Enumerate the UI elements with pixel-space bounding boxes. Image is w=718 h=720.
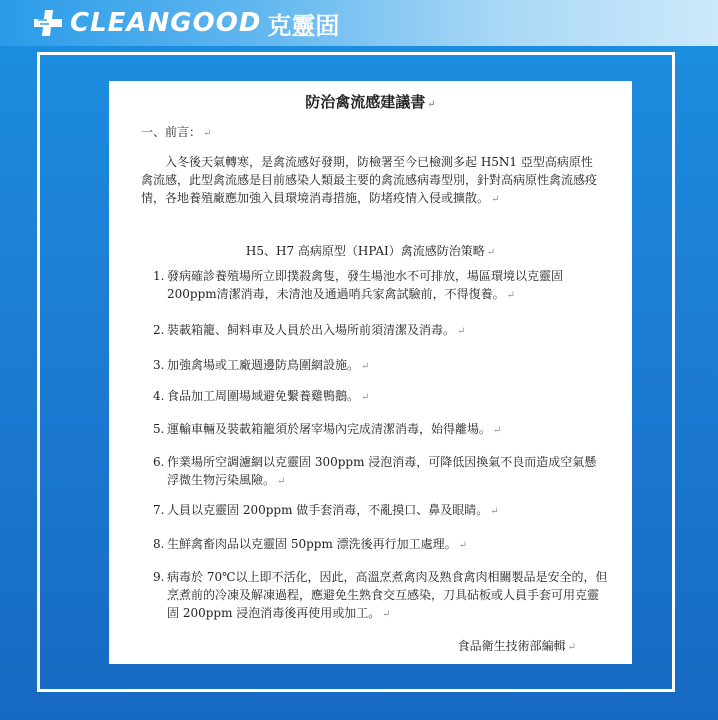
list-item: 5. 運輸車輛及裝載箱籠須於屠宰場內完成清潔消毒，始得離場。 ↵ — [153, 422, 502, 436]
signature-line: 食品衛生技術部編輯 ↵ — [457, 639, 576, 653]
logo-chinese: 克靈固 — [267, 11, 340, 40]
list-item: 4. 食品加工周圍場域避免繫養雞鴨鵝。 ↵ — [153, 389, 370, 403]
document-page — [109, 81, 632, 664]
cross-logo-icon — [34, 8, 64, 38]
list-item: 1. 發病確診養殖場所立即撲殺禽隻，發生場池水不可排放，場區環境以克靈固200ppm清潔消毒，未清池及通過哨兵家禽試驗前，不得復養。 ↵ — [153, 269, 564, 301]
logo — [34, 8, 339, 38]
list-item: 8. 生鮮禽畜肉品以克靈固 50ppm 漂洗後再行加工處理。 ↵ — [153, 537, 468, 551]
list-item: 2. 裝載箱籠、飼料車及人員於出入場所前須清潔及消毒。 ↵ — [153, 323, 466, 337]
strategy-subtitle: H5、H7 高病原型（HPAI）禽流感防治策略 ↵ — [245, 244, 496, 258]
section-heading: 一、前言： ↵ — [141, 125, 212, 139]
logo-latin: CLEANGOOD — [70, 8, 262, 38]
list-item: 6. 作業場所空調濾網以克靈固 300ppm 浸泡消毒，可降低因換氣不良而造成空氣懸浮微生物污染風險。 ↵ — [153, 455, 597, 487]
brand-banner — [0, 0, 718, 46]
intro-paragraph: 入冬後天氣轉寒，是禽流感好發期，防檢署至今已檢測多起 H5N1 亞型高病原性禽流感，此型禽流感是目前感染人類最主要的禽流感病毒型別，針對高病原性禽流感疫情，各地養殖廠應加強入員環境消毒措施，防堵疫情入侵或擴散。 ↵ — [141, 155, 598, 205]
list-item: 3. 加強禽場或工廠週邊防鳥圍網設施。 ↵ — [153, 358, 370, 372]
document-title: 防治禽流感建議書 ↵ — [305, 93, 436, 111]
list-item: 9. 病毒於 70℃以上即不活化，因此，高溫烹煮禽肉及熟食禽肉相關製品是安全的，但烹煮前的冷凍及解凍過程，應避免生熟食交互感染，刀具砧板或人員手套可用克靈固 200ppm 浸泡消毒後再使用或加工。 ↵ — [153, 570, 608, 620]
list-item: 7. 人員以克靈固 200ppm 做手套消毒，不亂摸口、鼻及眼睛。 ↵ — [153, 503, 499, 517]
